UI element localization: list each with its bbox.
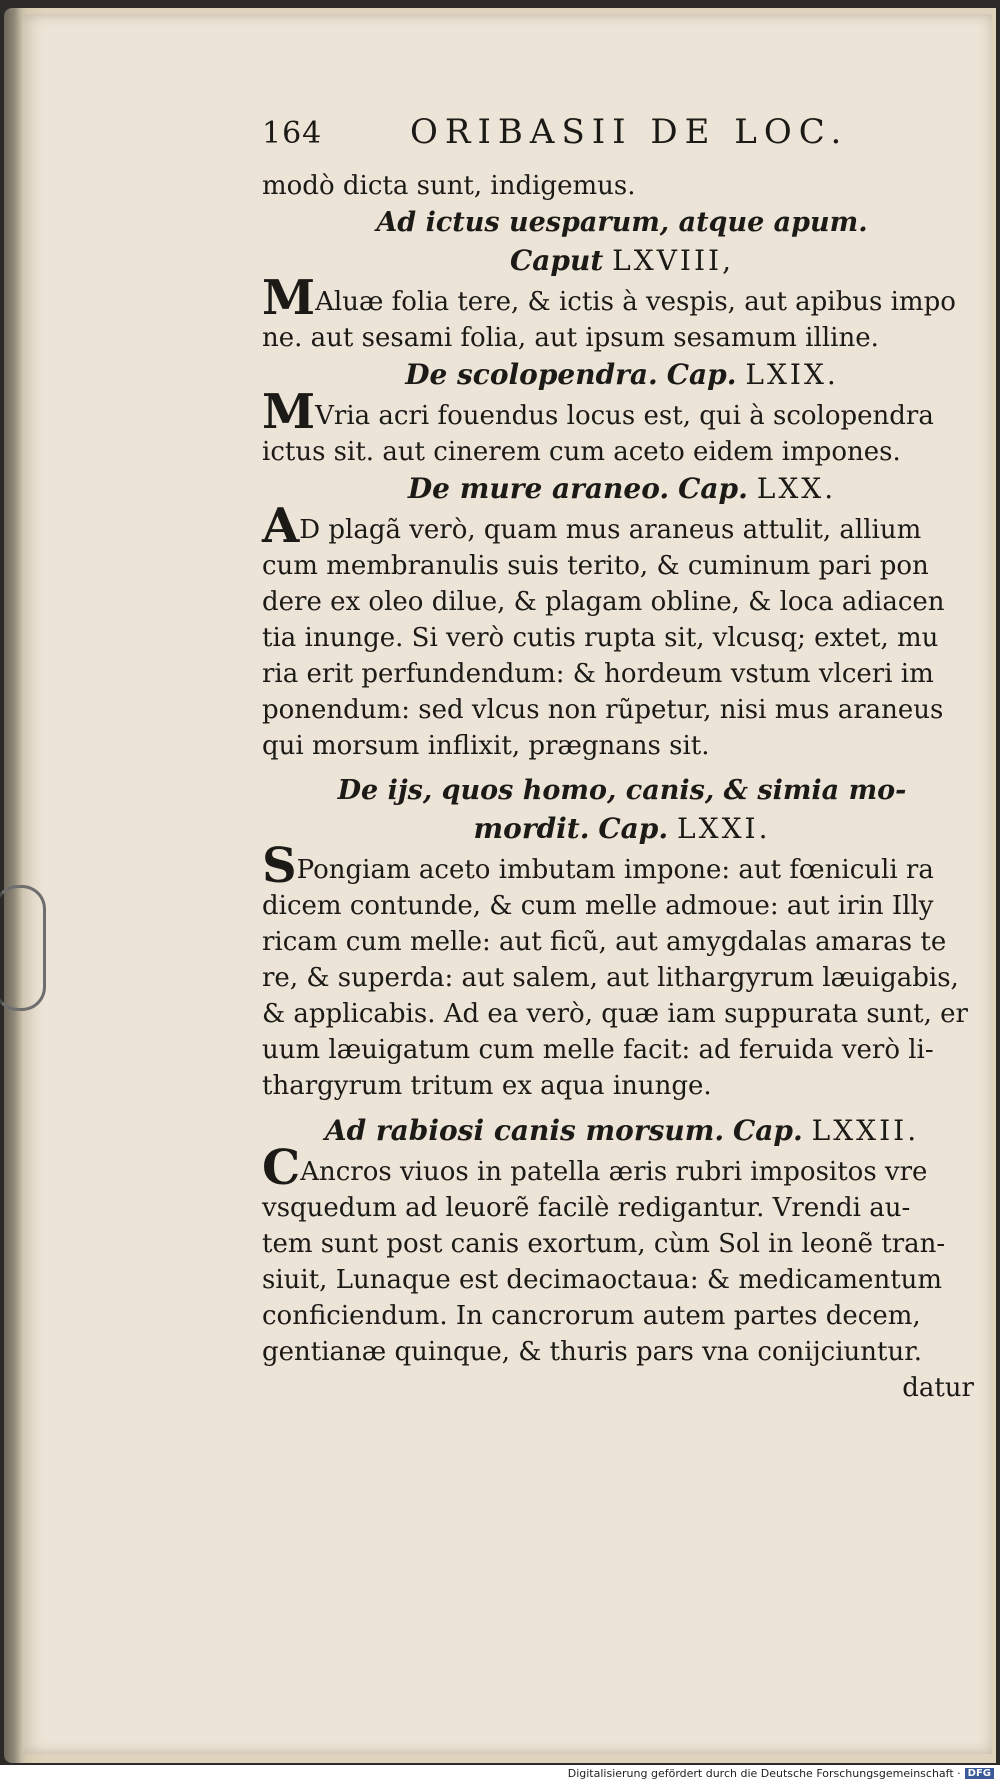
text-line: re, & superda: aut salem, aut lithargyrum læuigabis, — [262, 963, 959, 993]
section-heading: De scolopendra. — [405, 358, 658, 391]
catchword: datur — [902, 1373, 974, 1403]
text-line: tem sunt post canis exortum, cùm Sol in leonẽ tran- — [262, 1229, 946, 1259]
text-line: siuit, Lunaque est decimaoctaua: & medicamentum — [262, 1265, 943, 1295]
text-line: ponendum: sed vlcus non rũpetur, nisi mus araneus — [262, 695, 944, 725]
digitization-credit — [568, 1765, 994, 1781]
text-line: tia inunge. Si verò cutis rupta sit, vlcusq; extet, mu — [262, 623, 939, 653]
chapter-label — [262, 470, 982, 508]
text-line: conficiendum. In cancrorum autem partes decem, — [262, 1301, 921, 1331]
chapter-number: LXX. — [756, 472, 837, 505]
text-line: & applicabis. Ad ea verò, quæ iam suppurata sunt, er — [262, 999, 968, 1029]
dfg-logo-icon: DFG — [965, 1768, 994, 1779]
initial-letter: M — [262, 384, 316, 440]
chapter-label — [262, 356, 982, 394]
text-line: AD plagã verò, quam mus araneus attulit, allium — [262, 498, 922, 554]
text-block — [262, 110, 982, 1406]
text-line: gentianæ quinque, & thuris pars vna conijciuntur. — [262, 1337, 923, 1367]
section-lxix — [262, 356, 982, 470]
chapter-label — [262, 810, 982, 848]
chapter-word: Cap. — [678, 472, 748, 505]
chapter-number: LXVIII, — [612, 244, 735, 277]
initial-letter: S — [262, 838, 297, 894]
section-heading: Ad rabiosi canis morsum. — [324, 1114, 725, 1147]
text-line: qui morsum inflixit, prægnans sit. — [262, 731, 710, 761]
chapter-word: Cap. — [666, 358, 737, 391]
text-line: uum læuigatum cum melle facit: ad feruida verò li- — [262, 1035, 934, 1065]
chapter-word: Caput — [509, 244, 604, 277]
section-heading: Ad ictus uesparum, atque apum. — [376, 207, 868, 238]
text-line: vsquedum ad leuorẽ facilè redigantur. Vrendi au- — [262, 1193, 911, 1223]
section-heading: De ijs, quos homo, canis, & simia mo- — [337, 775, 907, 806]
section-heading-continued: mordit. — [473, 812, 590, 845]
intro-line: modò dicta sunt, indigemus. — [262, 171, 636, 201]
text-line: SPongiam aceto imbutam impone: aut fœniculi ra — [262, 838, 934, 894]
chapter-word: Cap. — [598, 812, 669, 845]
running-title: ORIBASII DE LOC. — [410, 112, 849, 152]
page-number: 164 — [262, 116, 323, 151]
text-line: ricam cum melle: aut ficũ, aut amygdalas amaras te — [262, 927, 947, 957]
text-line: MAluæ folia tere, & ictis à vespis, aut apibus impo — [262, 270, 956, 326]
chapter-label — [262, 1112, 982, 1150]
section-lxx — [262, 470, 982, 764]
section-heading: De mure araneo. — [407, 472, 670, 505]
chapter-label — [262, 242, 982, 280]
chapter-number: LXIX. — [745, 358, 839, 391]
chapter-number: LXXI. — [677, 812, 771, 845]
section-lxxi — [262, 772, 982, 1104]
running-head — [262, 110, 982, 168]
initial-letter: C — [262, 1140, 301, 1196]
text-line: dicem contunde, & cum melle admoue: aut irin Illy — [262, 891, 934, 921]
chapter-word: Cap. — [732, 1114, 803, 1147]
initial-letter: M — [262, 270, 316, 326]
text-line: thargyrum tritum ex aqua inunge. — [262, 1071, 712, 1101]
chapter-number: LXXII. — [811, 1114, 920, 1147]
section-lxxii — [262, 1112, 982, 1370]
paper-clip-icon — [0, 885, 46, 1011]
credit-text: Digitalisierung gefördert durch die Deutsche Forschungsgemeinschaft · — [567, 1766, 961, 1780]
text-line: ictus sit. aut cinerem cum aceto eidem impones. — [262, 437, 901, 467]
text-line: MVria acri fouendus locus est, qui à scolopendra — [262, 384, 934, 440]
text-line: dere ex oleo dilue, & plagam obline, & loca adiacen — [262, 587, 945, 617]
text-line: ria erit perfundendum: & hordeum vstum vlceri im — [262, 659, 934, 689]
section-lxviii — [262, 204, 982, 356]
text-line: ne. aut sesami folia, aut ipsum sesamum illine. — [262, 323, 879, 353]
text-line: CAncros viuos in patella æris rubri impositos vre — [262, 1140, 928, 1196]
text-line: cum membranulis suis terito, & cuminum pari pon — [262, 551, 929, 581]
initial-letter: A — [262, 498, 300, 554]
